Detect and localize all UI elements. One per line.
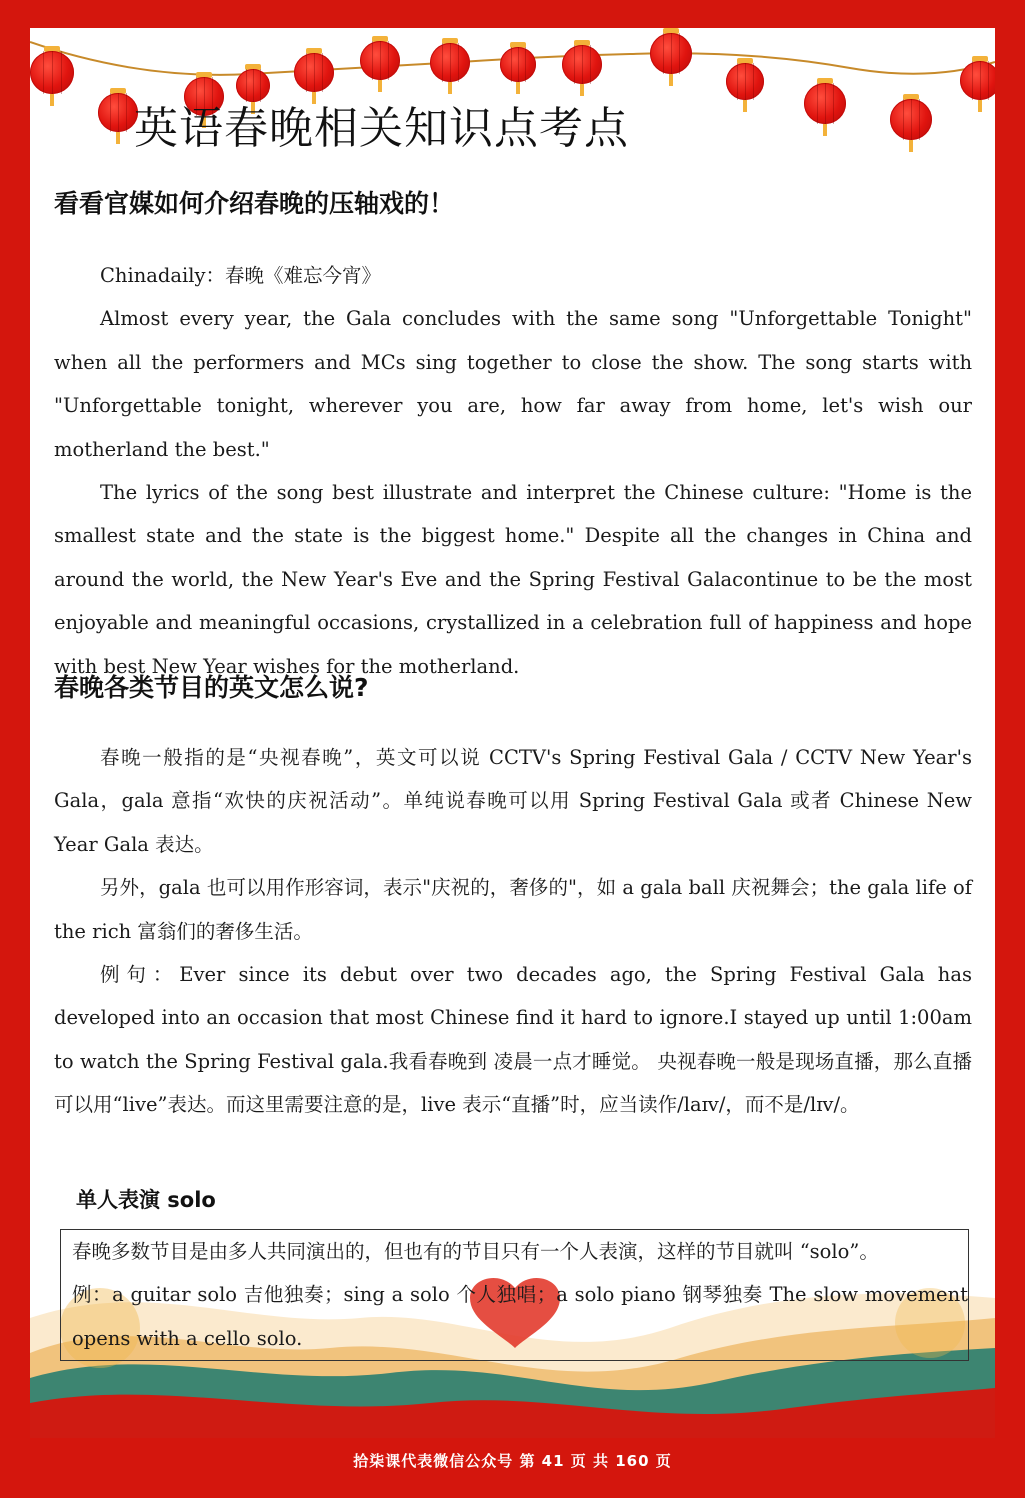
box-line: 春晚多数节目是由多人共同演出的，但也有的节目只有一个人表演，这样的节目就叫 “solo”。 <box>72 1240 879 1263</box>
lantern-decoration <box>726 58 764 112</box>
lantern-decoration <box>98 88 138 144</box>
page <box>30 28 995 1438</box>
lantern-decoration <box>430 38 470 94</box>
paragraph: 例句：Ever since its debut over two decades ago, the Spring Festival Gala has developed into an occasion that most Chinese find it hard to ignore.I stayed up until 1:00am to watch the Spring Festival gala.我看春晚到 凌晨一点才睡觉。 央视春晚一般是现场直播，那么直播可以用“live”表达。而这里需要注意的是，live 表示“直播”时，应当读作/laɪv/，而不是/lɪv/。 <box>54 963 972 1117</box>
section-heading-programs: 春晚各类节目的英文怎么说? <box>54 673 369 702</box>
lantern-decoration <box>960 56 995 112</box>
section-heading-solo: 单人表演 solo <box>76 1188 216 1212</box>
solo-definition-box <box>60 1229 969 1361</box>
lantern-decoration <box>562 40 602 96</box>
section-programs-body <box>54 736 972 1127</box>
lantern-decoration <box>500 42 536 94</box>
paragraph: Chinadaily：春晚《难忘今宵》 <box>100 264 381 287</box>
paragraph: Almost every year, the Gala concludes with the same song "Unforgettable Tonight" when all the performers and MCs sing together to close the show. The song starts with "Unforgettable tonight, wherever you are, how far away from home, let's wish our motherland the best." <box>54 307 972 461</box>
paragraph: The lyrics of the song best illustrate and interpret the Chinese culture: "Home is the smallest state and the state is the biggest home." Despite all the changes in China and around the world, the New Year's Eve and the Spring Festival Galacontinue to be the most enjoyable and meaningful occasions, crystallized in a celebration full of happiness and hope with best New Year wishes for the motherland. <box>54 481 972 678</box>
paragraph: 另外，gala 也可以用作形容词，表示"庆祝的，奢侈的"，如 a gala ball 庆祝舞会；the gala life of the rich 富翁们的奢侈生活。 <box>54 876 972 943</box>
lantern-decoration <box>804 78 846 136</box>
lantern-decoration <box>890 94 932 152</box>
lantern-decoration <box>650 28 692 86</box>
box-line: 例：a guitar solo 吉他独奏；sing a solo 个人独唱；a solo piano 钢琴独奏 The slow movement opens with a cello solo. <box>72 1283 968 1350</box>
lantern-decoration <box>360 36 400 92</box>
paragraph: 春晚一般指的是“央视春晚”，英文可以说 CCTV's Spring Festival Gala / CCTV New Year's Gala，gala 意指“欢快的庆祝活动”。单纯说春晚可以用 Spring Festival Gala 或者 Chinese New Year Gala 表达。 <box>54 746 972 856</box>
page-title: 英语春晚相关知识点考点 <box>134 103 629 154</box>
lantern-decoration <box>30 46 74 106</box>
section-heading-finale: 看看官媒如何介绍春晚的压轴戏的！ <box>54 189 455 218</box>
section-finale-body <box>54 254 972 688</box>
page-footer: 拾柒课代表微信公众号 第 41 页 共 160 页 <box>353 1452 672 1470</box>
